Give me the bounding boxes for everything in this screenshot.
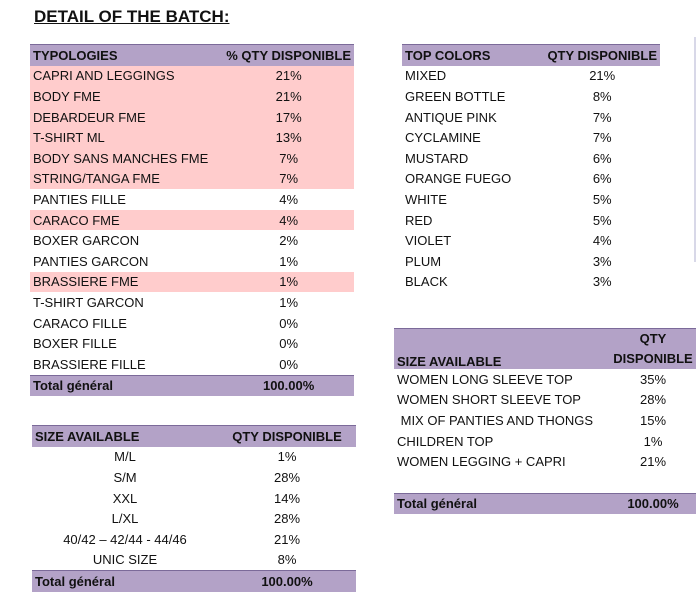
row-label: CARACO FME xyxy=(30,210,223,231)
row-label: CARACO FILLE xyxy=(33,315,127,331)
table-row xyxy=(30,354,354,375)
top-colors-table xyxy=(402,44,660,292)
products-spacer-row xyxy=(394,472,696,493)
table-row xyxy=(402,127,660,148)
table-row xyxy=(394,431,696,452)
row-value: 1% xyxy=(643,433,663,449)
row-value: 28% xyxy=(639,392,667,408)
row-label: XXL xyxy=(112,490,138,506)
row-value: 4% xyxy=(279,191,299,207)
row-label: BRASSIERE FME xyxy=(30,272,223,293)
row-value: 4% xyxy=(592,233,612,249)
products-total-row xyxy=(394,493,696,514)
table-row xyxy=(30,148,354,169)
table-row xyxy=(402,210,660,231)
top-colors-header-row xyxy=(402,45,660,66)
sizes-header-value: QTY DISPONIBLE xyxy=(218,426,356,447)
typologies-total-label: Total général xyxy=(30,375,223,396)
sizes-total-value: 100.00% xyxy=(218,571,356,592)
typologies-header-label: TYPOLOGIES xyxy=(30,45,223,66)
row-value: 4% xyxy=(223,210,354,231)
table-row xyxy=(402,86,660,107)
row-label: BRASSIERE FILLE xyxy=(33,356,146,372)
table-row xyxy=(402,148,660,169)
row-label: WOMEN LEGGING + CAPRI xyxy=(397,454,566,470)
page-title: DETAIL OF THE BATCH: xyxy=(34,7,230,26)
row-label: MUSTARD xyxy=(405,150,469,166)
table-row xyxy=(30,189,354,210)
row-label: CHILDREN TOP xyxy=(397,433,494,449)
row-label: GREEN BOTTLE xyxy=(405,88,506,104)
row-label: MIX OF PANTIES AND THONGS xyxy=(397,412,593,428)
table-row xyxy=(32,467,356,488)
table-row xyxy=(394,451,696,472)
row-label: ORANGE FUEGO xyxy=(405,171,512,187)
table-row xyxy=(402,272,660,293)
table-row xyxy=(402,169,660,190)
table-row xyxy=(402,230,660,251)
table-row xyxy=(402,66,660,87)
products-total-value: 100.00% xyxy=(610,493,696,514)
table-row xyxy=(30,333,354,354)
row-label: RED xyxy=(405,212,433,228)
row-label: T-SHIRT ML xyxy=(30,127,223,148)
table-row xyxy=(394,390,696,411)
products-header-label: SIZE AVAILABLE xyxy=(394,329,610,370)
row-label: CAPRI AND LEGGINGS xyxy=(30,66,223,87)
row-value: 13% xyxy=(223,127,354,148)
row-value: 21% xyxy=(589,68,616,84)
row-value: 21% xyxy=(223,66,354,87)
products-header-value-line1: QTY xyxy=(639,331,667,346)
row-value: 6% xyxy=(592,171,612,187)
row-label: PLUM xyxy=(405,253,442,269)
row-label: BLACK xyxy=(405,274,448,290)
typologies-header-value: % QTY DISPONIBLE xyxy=(223,45,354,66)
row-value: 1% xyxy=(223,272,354,293)
row-value: 3% xyxy=(592,274,612,290)
products-header-row xyxy=(394,329,696,370)
table-row xyxy=(30,107,354,128)
row-value: 1% xyxy=(277,449,297,465)
table-row xyxy=(32,508,356,529)
row-label: WHITE xyxy=(405,191,447,207)
table-row xyxy=(30,313,354,334)
table-row xyxy=(402,189,660,210)
row-value: 28% xyxy=(273,469,301,485)
typologies-total-value: 100.00% xyxy=(223,375,354,396)
typologies-header-row xyxy=(30,45,354,66)
row-value: 35% xyxy=(639,371,667,387)
row-label: BODY SANS MANCHES FME xyxy=(30,148,223,169)
products-header-value xyxy=(610,329,696,370)
row-value: 5% xyxy=(592,212,612,228)
row-value: 17% xyxy=(223,107,354,128)
row-value: 21% xyxy=(273,531,301,547)
row-label: PANTIES GARCON xyxy=(33,253,149,269)
row-value: 0% xyxy=(279,356,299,372)
table-row xyxy=(30,210,354,231)
table-row xyxy=(30,230,354,251)
row-label: CYCLAMINE xyxy=(405,130,481,146)
table-row xyxy=(32,550,356,571)
row-value: 8% xyxy=(592,88,612,104)
table-row xyxy=(394,410,696,431)
table-row xyxy=(32,488,356,509)
table-row xyxy=(32,529,356,550)
table-row xyxy=(32,447,356,468)
row-label: STRING/TANGA FME xyxy=(30,169,223,190)
sizes-header-label: SIZE AVAILABLE xyxy=(32,426,218,447)
row-value: 6% xyxy=(592,150,612,166)
top-colors-header-label: TOP COLORS xyxy=(402,45,544,66)
row-value: 15% xyxy=(639,412,667,428)
row-value: 7% xyxy=(223,169,354,190)
row-label: VIOLET xyxy=(405,233,452,249)
row-label: 40/42 – 42/44 - 44/46 xyxy=(63,531,187,547)
table-row xyxy=(402,107,660,128)
row-label: L/XL xyxy=(111,511,139,527)
table-row xyxy=(30,292,354,313)
row-label: PANTIES FILLE xyxy=(33,191,126,207)
row-label: ANTIQUE PINK xyxy=(405,109,497,125)
row-value: 3% xyxy=(592,253,612,269)
products-header-value-line2: DISPONIBLE xyxy=(613,351,693,366)
table-row xyxy=(30,127,354,148)
row-value: 28% xyxy=(273,511,301,527)
row-label: T-SHIRT GARCON xyxy=(33,294,144,310)
row-value: 8% xyxy=(277,552,297,568)
table-row xyxy=(30,251,354,272)
row-value: 7% xyxy=(223,148,354,169)
row-value: 0% xyxy=(279,315,299,331)
products-total-label: Total général xyxy=(394,493,610,514)
right-edge-divider xyxy=(694,37,696,262)
table-row xyxy=(402,251,660,272)
typologies-total-row xyxy=(30,375,354,396)
row-label: BOXER GARCON xyxy=(33,233,140,249)
products-table xyxy=(394,328,696,514)
row-label: DEBARDEUR FME xyxy=(30,107,223,128)
row-value: 5% xyxy=(592,191,612,207)
row-label: M/L xyxy=(114,449,136,465)
row-value: 1% xyxy=(279,294,299,310)
row-value: 7% xyxy=(592,130,612,146)
row-value: 21% xyxy=(223,86,354,107)
sizes-total-row xyxy=(32,571,356,592)
row-label: WOMEN SHORT SLEEVE TOP xyxy=(397,392,581,408)
row-value: 14% xyxy=(273,490,301,506)
row-label: BOXER FILLE xyxy=(33,336,117,352)
row-label: BODY FME xyxy=(30,86,223,107)
row-label: MIXED xyxy=(405,68,447,84)
row-value: 0% xyxy=(279,336,299,352)
table-row xyxy=(30,66,354,87)
sizes-table xyxy=(32,425,356,592)
typologies-table xyxy=(30,44,354,396)
table-row xyxy=(30,272,354,293)
row-value: 7% xyxy=(592,109,612,125)
sizes-header-row xyxy=(32,426,356,447)
row-label: UNIC SIZE xyxy=(92,552,158,568)
top-colors-header-value: QTY DISPONIBLE xyxy=(544,45,660,66)
sizes-total-label: Total général xyxy=(32,571,218,592)
table-row xyxy=(30,86,354,107)
row-value: 1% xyxy=(279,253,299,269)
row-label: S/M xyxy=(113,469,137,485)
table-row xyxy=(30,169,354,190)
row-value: 2% xyxy=(279,233,299,249)
row-label: WOMEN LONG SLEEVE TOP xyxy=(397,371,573,387)
row-value: 21% xyxy=(639,454,667,470)
table-row xyxy=(394,369,696,390)
